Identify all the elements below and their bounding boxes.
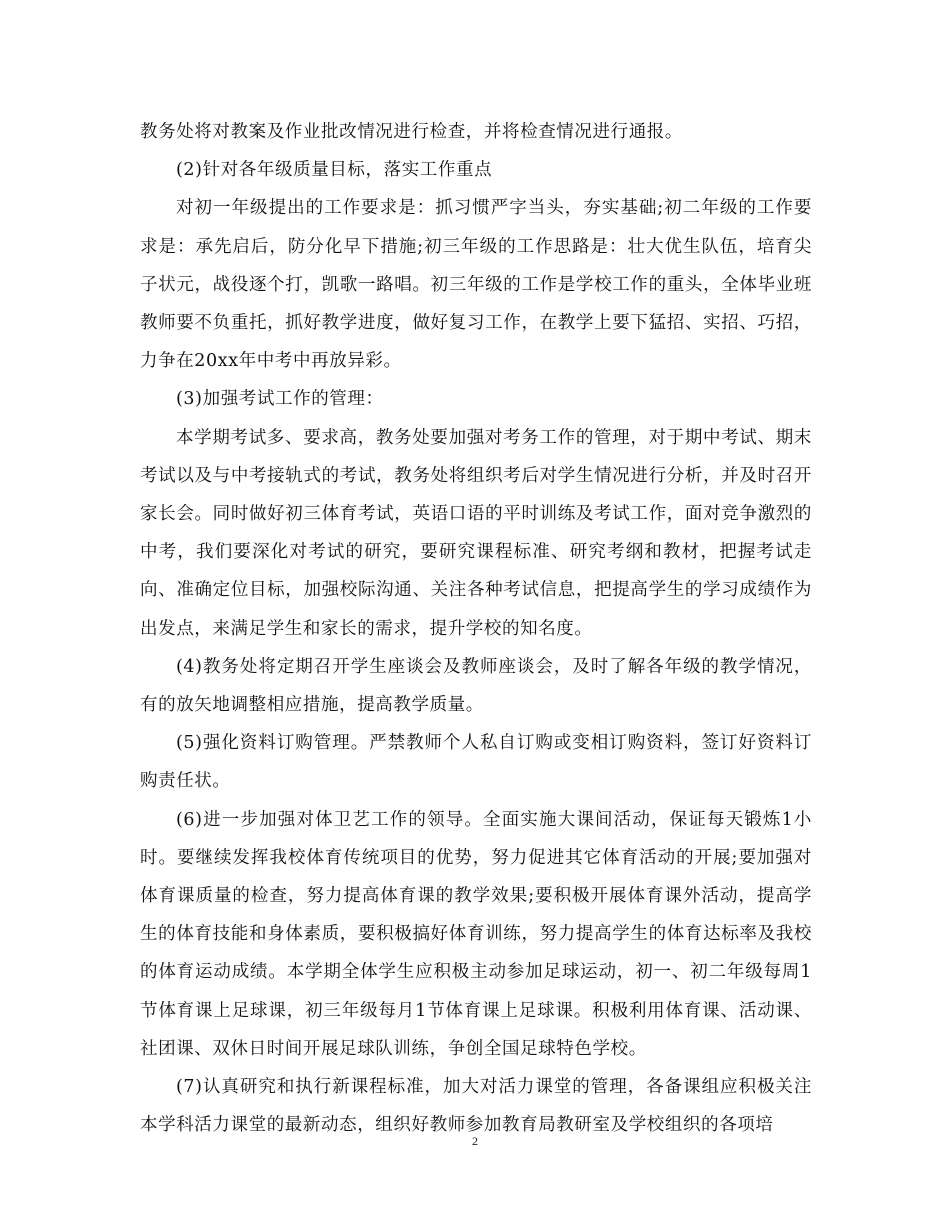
- paragraph-item-3-heading: (3)加强考试工作的管理：: [176, 389, 384, 410]
- paragraph-item-6: (6)进一步加强对体卫艺工作的领导。全面实施大课间活动，保证每天锻炼1小时。要继续发挥我校体育传统项目的优势，努力促进其它体育活动的开展;要加强对体育课质量的检查，努力提高体育课的教学效果;要积极开展体育课外活动，提高学生的体育技能和身体素质，要积极搞好体育训练，努力提高学生的体育达标率及我校的体育运动成绩。本学期全体学生应积极主动参加足球运动，初一、初二年级每周1节体育课上足球课，初三年级每月1节体育课上足球课。积极利用体育课、活动课、社团课、双休日时间开展足球队训练，争创全国足球特色学校。: [140, 809, 812, 1059]
- paragraph-grade-requirements: 对初一年级提出的工作要求是：抓习惯严字当头，夯实基础;初二年级的工作要求是：承先启后，防分化早下措施;初三年级的工作思路是：壮大优生队伍，培育尖子状元，战役逐个打，凯歌一路唱。初三年级的工作是学校工作的重头，全体毕业班教师要不负重托，抓好教学进度，做好复习工作，在教学上要下猛招、实招、巧招，力争在20xx年中考中再放异彩。: [140, 198, 812, 372]
- document-body: [140, 113, 812, 1144]
- page-number: 2: [472, 1134, 478, 1148]
- paragraph-item-5: (5)强化资料订购管理。严禁教师个人私自订购或变相订购资料，签订好资料订购责任状。: [140, 733, 812, 792]
- paragraph-exam-management: 本学期考试多、要求高，教务处要加强对考务工作的管理，对于期中考试、期末考试以及与中考接轨式的考试，教务处将组织考后对学生情况进行分析，并及时召开家长会。同时做好初三体育考试，英语口语的平时训练及考试工作，面对竞争激烈的中考，我们要深化对考试的研究，要研究课程标准、研究考纲和教材，把握考试走向、准确定位目标，加强校际沟通、关注各种考试信息，把提高学生的学习成绩作为出发点，来满足学生和家长的需求，提升学校的知名度。: [140, 427, 812, 639]
- paragraph-item-2-heading: (2)针对各年级质量目标，落实工作重点: [176, 160, 493, 181]
- paragraph-item-4: (4)教务处将定期召开学生座谈会及教师座谈会，及时了解各年级的教学情况，有的放矢地调整相应措施，提高教学质量。: [140, 656, 812, 716]
- paragraph-continuation: 教务处将对教案及作业批改情况进行检查，并将检查情况进行通报。: [140, 122, 683, 142]
- paragraph-item-7: (7)认真研究和执行新课程标准，加大对活力课堂的管理，各备课组应积极关注本学科活力课堂的最新动态，组织好教师参加教育局教研室及学校组织的各项培: [140, 1077, 812, 1136]
